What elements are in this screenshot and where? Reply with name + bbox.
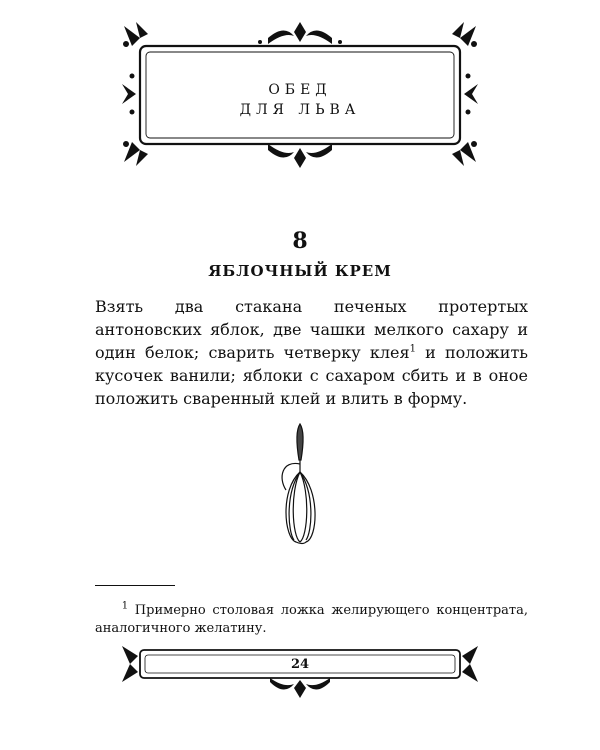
whisk-illustration — [270, 420, 330, 550]
header-title-line-2: ДЛЯ ЛЬВА — [239, 102, 361, 118]
page-number: 24 — [290, 657, 310, 672]
header-title-line-1: ОБЕД — [268, 82, 332, 98]
chapter-title: ЯБЛОЧНЫЙ КРЕМ — [208, 262, 392, 280]
footnote-separator — [95, 585, 175, 586]
recipe-body-text — [95, 295, 528, 410]
footnote-text: Примерно столовая ложка желирующего концентрата, аналогичного желатину. — [95, 603, 528, 636]
footnote — [95, 602, 528, 638]
footnote-reference[interactable]: 1 — [409, 343, 416, 355]
recipe-paragraph — [95, 295, 528, 410]
footnote-marker: 1 — [121, 600, 129, 612]
recipe-text-part-1: Взять два стакана печеных протертых антоновских яблок, две чашки мелкого сахару и один белок; сварить четверку клея — [95, 297, 528, 362]
chapter-number: 8 — [292, 228, 308, 254]
recipe-text-part-2: и положить кусочек ванили; яблоки с сахаром сбить и в оное положить сваренный клей и влить в форму. — [95, 343, 528, 408]
